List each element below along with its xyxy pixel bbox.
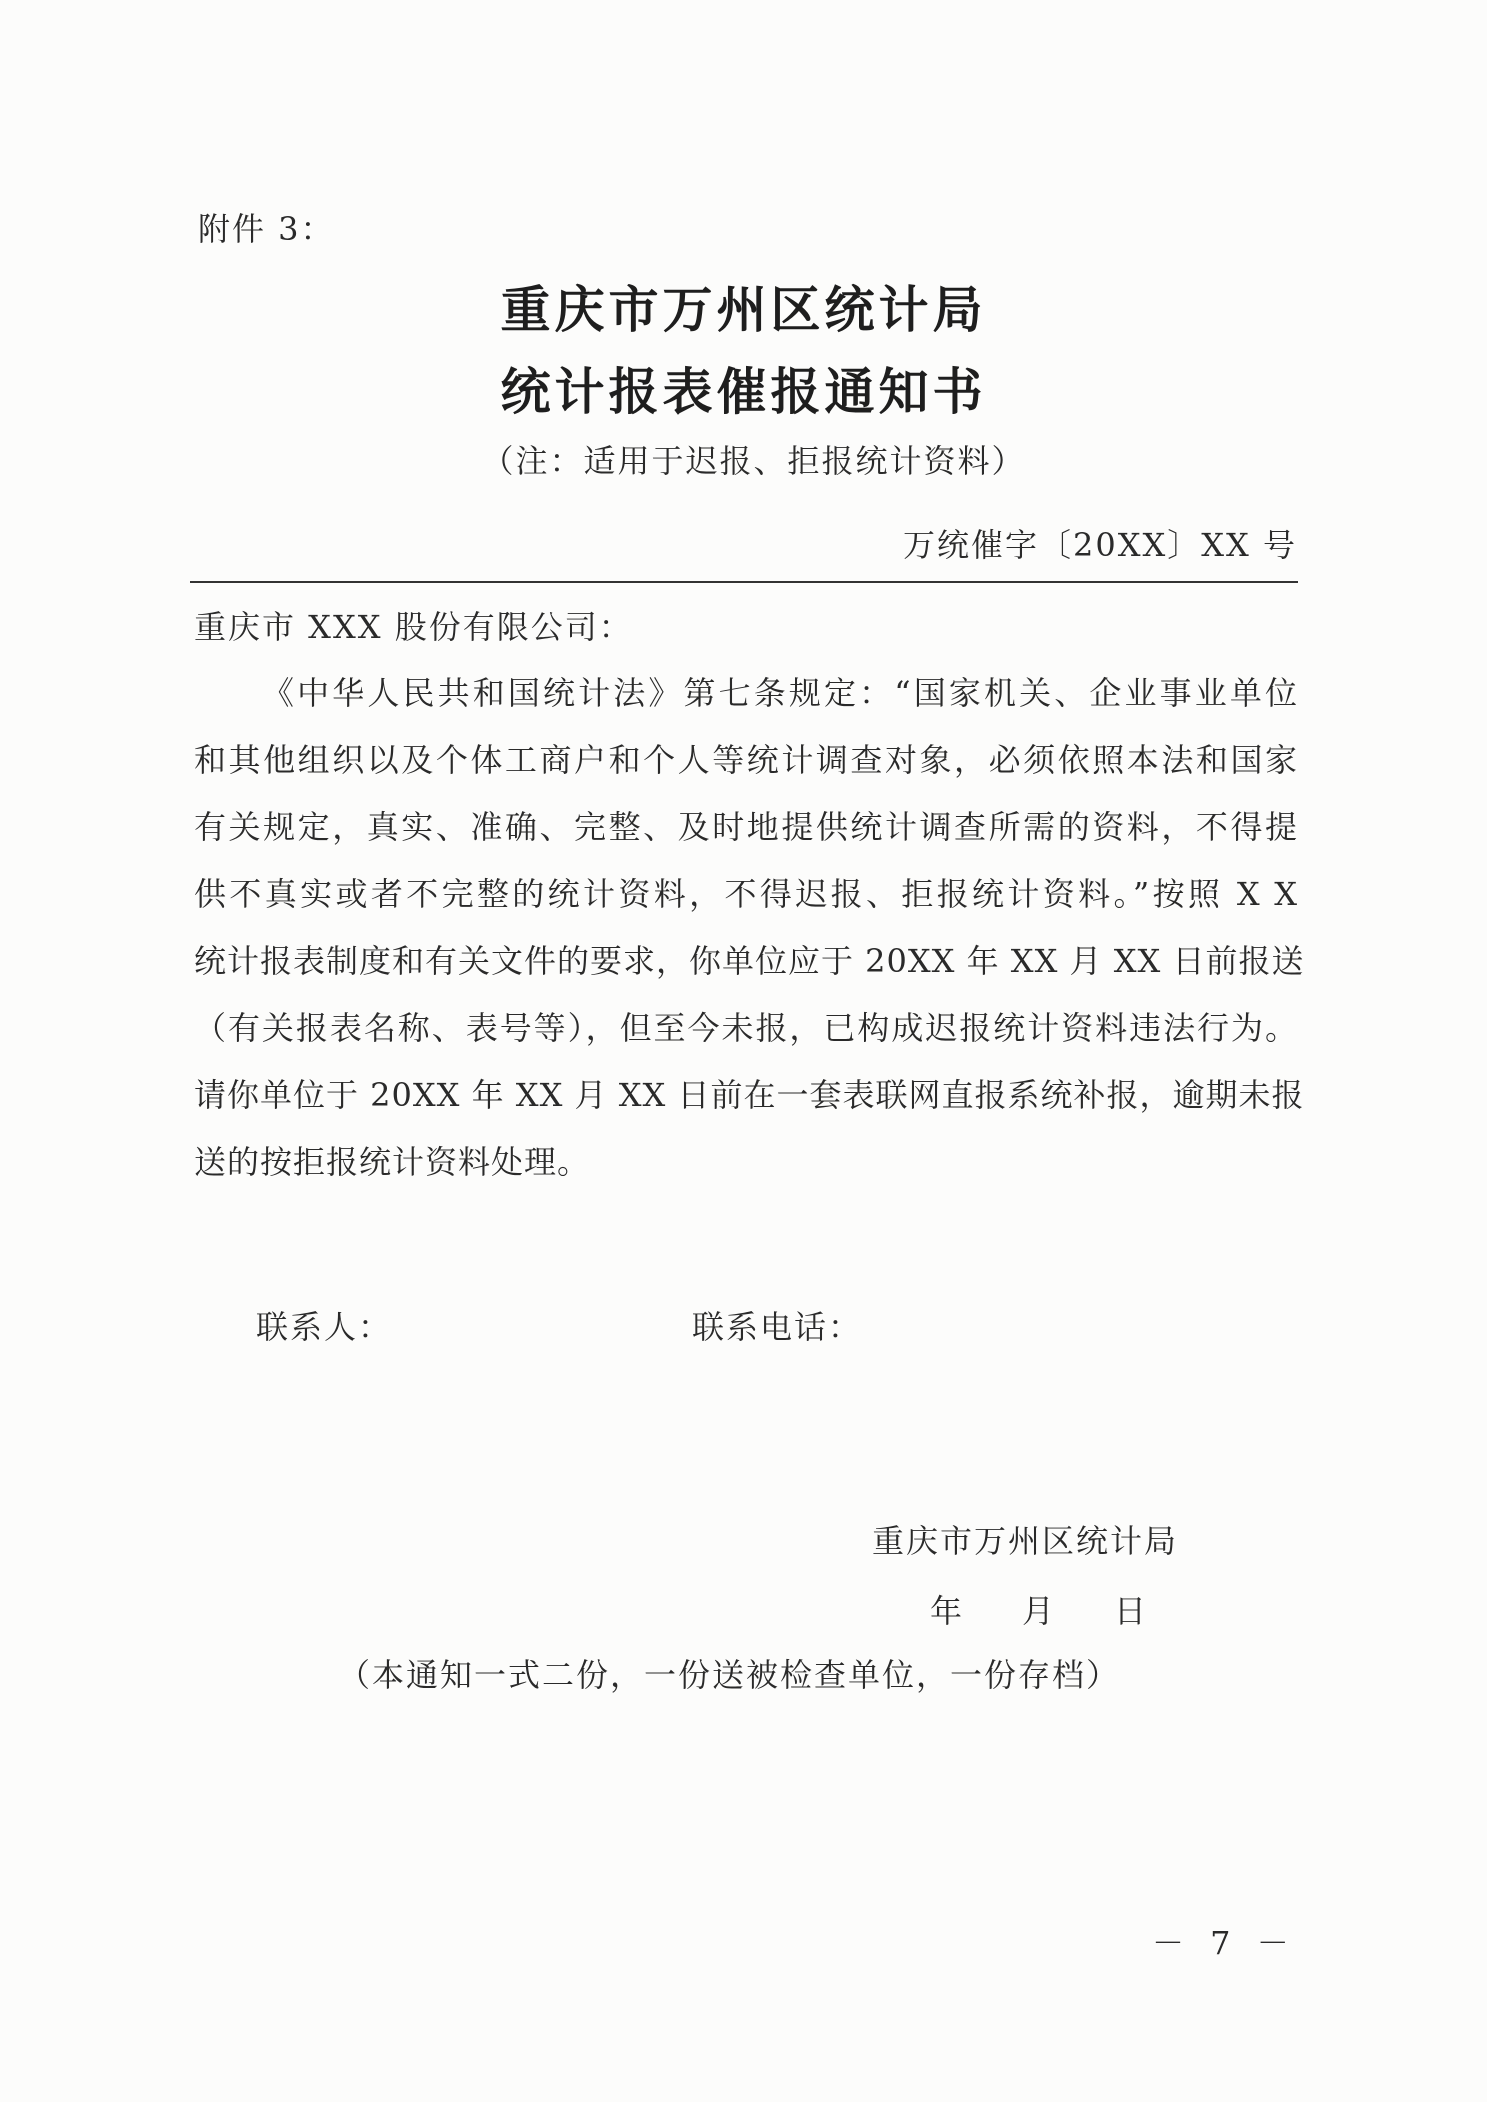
body-paragraph-line: 《中华人民共和国统计法》第七条规定：“国家机关、企业事业单位 (262, 674, 1298, 712)
date-day: 日 (1114, 1592, 1147, 1630)
contact-phone-label: 联系电话： (692, 1308, 863, 1346)
applicability-note: （注：适用于迟报、拒报统计资料） (481, 442, 1026, 480)
body-paragraph-line: 和其他组织以及个体工商户和个人等统计调查对象，必须依照本法和国家 (194, 741, 1298, 779)
date-year: 年 (930, 1592, 963, 1630)
issuing-authority: 重庆市万州区统计局 (872, 1522, 1179, 1560)
document-number: 万统催字〔20XX〕XX 号 (902, 526, 1297, 564)
body-paragraph-line: 请你单位于 20XX 年 XX 月 XX 日前在一套表联网直报系统补报，逾期未报 (194, 1076, 1305, 1114)
body-paragraph-line: 有关规定，真实、准确、完整、及时地提供统计调查所需的资料，不得提 (194, 808, 1298, 846)
body-paragraph-line: （有关报表名称、表号等），但至今未报，已构成迟报统计资料违法行为。 (194, 1009, 1298, 1047)
body-paragraph-line: 统计报表制度和有关文件的要求，你单位应于 20XX 年 XX 月 XX 日前报送 (194, 942, 1305, 980)
signature-date (930, 1586, 1146, 1632)
date-month: 月 (1022, 1592, 1055, 1630)
body-paragraph-line: 送的按拒报统计资料处理。 (194, 1143, 591, 1181)
copies-footnote: （本通知一式二份，一份送被检查单位，一份存档） (338, 1656, 1121, 1694)
title-line-1: 重庆市万州区统计局 (500, 281, 987, 339)
page-number: － 7 － (1152, 1924, 1297, 1962)
contact-person-label: 联系人： (256, 1308, 393, 1346)
title-line-2: 统计报表催报通知书 (500, 363, 987, 421)
attachment-label: 附件 3： (198, 210, 335, 248)
salutation: 重庆市 XXX 股份有限公司： (194, 608, 633, 646)
header-divider (190, 581, 1298, 583)
body-paragraph-line: 供不真实或者不完整的统计资料，不得迟报、拒报统计资料。”按照 X X (194, 875, 1298, 913)
